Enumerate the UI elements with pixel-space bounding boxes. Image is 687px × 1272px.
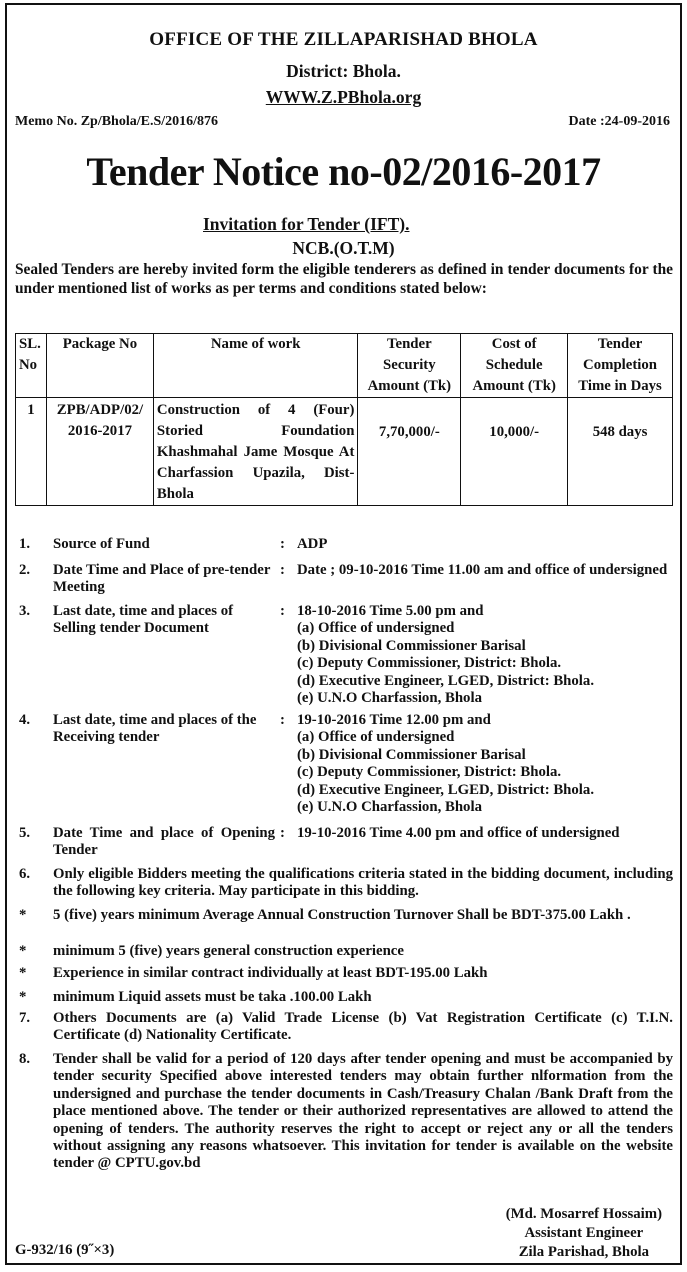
header-security: Tender Security Amount (Tk) (358, 334, 461, 398)
value-line: (c) Deputy Commissioner, District: Bhola. (297, 655, 562, 672)
value-line: (a) Office of undersigned (297, 620, 455, 637)
value-line: (b) Divisional Commissioner Barisal (297, 637, 526, 654)
page-title: Tender Notice no-02/2016-2017 (86, 149, 601, 194)
header-sl: SL. No (16, 334, 47, 398)
cell-cost: 10,000/- (461, 398, 568, 506)
item-text: minimum 5 (five) years general construction experience (53, 943, 404, 959)
notice-date: Date :24-09-2016 (568, 114, 670, 129)
item-text: 5 (five) years minimum Average Annual Construction Turnover Shall be BDT-375.00 Lakh . (53, 907, 631, 923)
colon: : (280, 603, 285, 619)
footer-code: G-932/16 (9˝×3) (15, 1242, 115, 1258)
header-completion: Tender Completion Time in Days (568, 334, 673, 398)
subtitle: Invitation for Tender (IFT). (203, 214, 410, 234)
cell-package: ZPB/ADP/02/ 2016-2017 (46, 398, 153, 506)
signature-block (506, 1205, 662, 1262)
bullet: * (19, 907, 27, 923)
method-label: NCB.(O.T.M) (292, 238, 395, 258)
signatory-designation: Assistant Engineer (524, 1225, 644, 1241)
item-label: Date Time and Place of pre-tender Meeting (53, 562, 271, 596)
cell-work: Construction of 4 (Four) Storied Foundation Khashmahal Jame Mosque At Charfassion Upazila, Dist-Bhola (153, 398, 358, 506)
item-text: Only eligible Bidders meeting the qualifications criteria stated in the bidding document, including the following key criteria. May participate in this bidding. (53, 866, 673, 900)
item-number: 6. (19, 866, 31, 882)
item-number: 1. (19, 536, 31, 552)
item-label: Last date, time and places of Selling tender Document (53, 603, 234, 637)
value-line: (c) Deputy Commissioner, District: Bhola. (297, 764, 562, 781)
item-number: 4. (19, 712, 31, 728)
value-line: (d) Executive Engineer, LGED, District: Bhola. (297, 781, 595, 798)
district-line: District: Bhola. (286, 61, 401, 81)
item-number: 8. (19, 1051, 31, 1067)
item-text: Experience in similar contract individually at least BDT-195.00 Lakh (53, 965, 488, 981)
colon: : (280, 562, 285, 578)
item-value (297, 712, 673, 816)
value-line: 19-10-2016 Time 12.00 pm and (297, 712, 491, 728)
colon: : (280, 536, 285, 552)
item-label: Source of Fund (53, 536, 150, 552)
cell-security: 7,70,000/- (358, 398, 461, 506)
item-value: ADP (297, 536, 328, 552)
website-link[interactable]: WWW.Z.PBhola.org (265, 87, 422, 107)
item-value: Date ; 09-10-2016 Time 11.00 am and office of undersigned (297, 562, 668, 578)
cell-sl: 1 (16, 398, 47, 506)
item-number: 7. (19, 1010, 31, 1026)
works-table (15, 333, 673, 506)
item-label: Last date, time and places of the Receiving tender (53, 712, 257, 746)
value-line: (a) Office of undersigned (297, 729, 455, 746)
signatory-office: Zila Parishad, Bhola (518, 1244, 650, 1260)
value-line: (b) Divisional Commissioner Barisal (297, 746, 526, 763)
tender-notice-page (5, 3, 682, 1265)
colon: : (280, 712, 285, 728)
item-number: 2. (19, 562, 31, 578)
table-row (16, 398, 673, 506)
item-text: Tender shall be valid for a period of 120 days after tender opening and must be accompanied by tender security Specified above interested tenders may obtain further nlformation from the undersigned and purchase the tender documents in Cash/Treasury Chalan /Bank Draft from the place mentioned above. The tender or their authorized representatives are allowed to attend the opening of tenders. The authority reserves the right to accept or reject any or all the tenders without assigning any reasons whatsoever. This invitation for tender is available on the website tender @ CPTU.gov.bd (53, 1051, 673, 1172)
header-cost: Cost of Schedule Amount (Tk) (461, 334, 568, 398)
bullet: * (19, 989, 27, 1005)
intro-paragraph: Sealed Tenders are hereby invited form the eligible tenderers as defined in tender documents for the under mentioned list of works as per terms and conditions stated below: (15, 261, 673, 297)
item-number: 5. (19, 825, 31, 841)
colon: : (280, 825, 285, 841)
item-value: 19-10-2016 Time 4.00 pm and office of undersigned (297, 825, 620, 841)
cell-completion: 548 days (568, 398, 673, 506)
bullet: * (19, 943, 27, 959)
value-line: (e) U.N.O Charfassion, Bhola (297, 690, 482, 707)
item-text: minimum Liquid assets must be taka .100.00 Lakh (53, 989, 372, 1005)
value-line: 18-10-2016 Time 5.00 pm and (297, 603, 484, 619)
header-work: Name of work (153, 334, 358, 398)
item-value (297, 603, 673, 707)
header-package: Package No (46, 334, 153, 398)
value-line: (e) U.N.O Charfassion, Bhola (297, 799, 482, 816)
memo-number: Memo No. Zp/Bhola/E.S/2016/876 (15, 114, 219, 129)
item-label: Date Time and place of Opening Tender (53, 825, 275, 859)
item-text: Others Documents are (a) Valid Trade License (b) Vat Registration Certificate (c) T.I.N. Certificate (d) Nationality Certificate. (53, 1010, 673, 1044)
item-number: 3. (19, 603, 31, 619)
office-heading: OFFICE OF THE ZILLAPARISHAD BHOLA (149, 29, 538, 50)
signatory-name: (Md. Mosarref Hossaim) (505, 1206, 662, 1222)
table-header-row (16, 334, 673, 398)
bullet: * (19, 965, 27, 981)
value-line: (d) Executive Engineer, LGED, District: Bhola. (297, 672, 595, 689)
